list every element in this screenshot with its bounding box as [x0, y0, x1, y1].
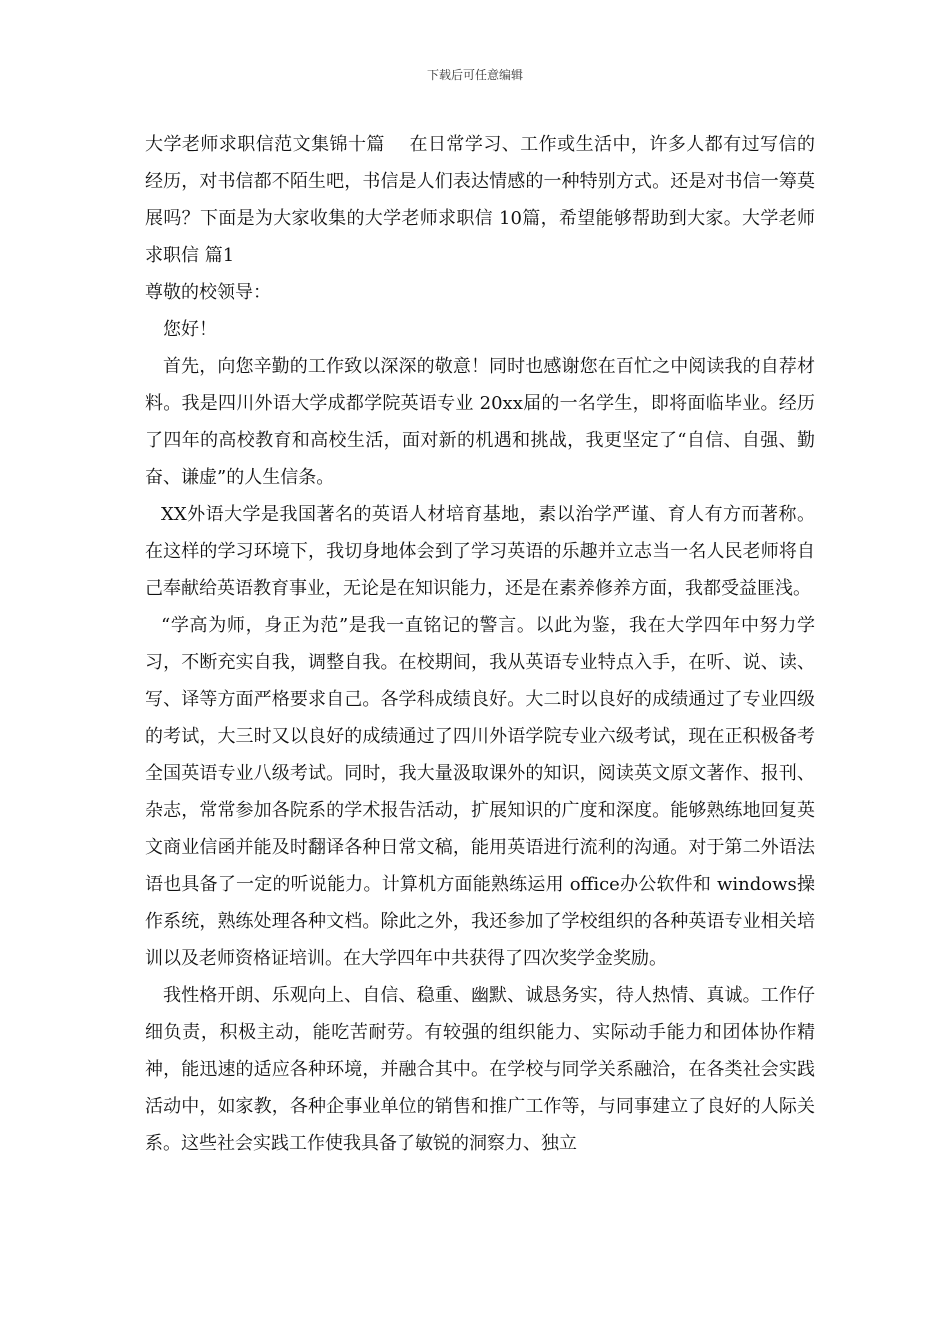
body-paragraph-3: “学高为师，身正为范”是我一直铭记的警言。以此为鉴，我在大学四年中努力学习，不断充实自我，调整自我。在校期间，我从英语专业特点入手，在听、说、读、写、译等方面严格要求自己。各学科成绩良好。大二时以良好的成绩通过了专业四级的考试，大三时又以良好的成绩通过了四川外语学院专业六级考试，现在正积极备考全国英语专业八级考试。同时，我大量汲取课外的知识，阅读英文原文著作、报刊、杂志，常常参加各院系的学术报告活动，扩展知识的广度和深度。能够熟练地回复英文商业信函并能及时翻译各种日常文稿，能用英语进行流利的沟通。对于第二外语法语也具备了一定的听说能力。计算机方面能熟练运用 office办公软件和 windows操作系统，熟练处理各种文档。除此之外，我还参加了学校组织的各种英语专业相关培训以及老师资格证培训。在大学四年中共获得了四次奖学金奖励。 [145, 615, 815, 969]
document-body [145, 126, 815, 1162]
body-paragraph-1: 首先，向您辛勤的工作致以深深的敬意！同时也感谢您在百忙之中阅读我的自荐材料。我是四川外语大学成都学院英语专业 20xx届的一名学生，即将面临毕业。经历了四年的高校教育和高校生活，面对新的机遇和挑战，我更坚定了“自信、自强、勤奋、谦虚”的人生信条。 [145, 356, 815, 488]
page-header-note: 下载后可任意编辑 [426, 68, 523, 82]
greeting: 您好！ [163, 319, 217, 340]
intro-paragraph: 大学老师求职信范文集锦十篇 在日常学习、工作或生活中，许多人都有过写信的经历，对书信都不陌生吧，书信是人们表达情感的一种特别方式。还是对书信一筹莫展吗？下面是为大家收集的大学老师求职信 10篇，希望能够帮助到大家。大学老师求职信 篇1 [145, 134, 815, 266]
salutation: 尊敬的校领导： [145, 282, 271, 303]
body-paragraph-4: 我性格开朗、乐观向上、自信、稳重、幽默、诚恳务实，待人热情、真诚。工作仔细负责，积极主动，能吃苦耐劳。有较强的组织能力、实际动手能力和团体协作精神，能迅速的适应各种环境，并融合其中。在学校与同学关系融洽，在各类社会实践活动中，如家教，各种企事业单位的销售和推广工作等，与同事建立了良好的人际关系。这些社会实践工作使我具备了敏锐的洞察力、独立 [145, 985, 815, 1154]
body-paragraph-2: XX外语大学是我国著名的英语人材培育基地，素以治学严谨、育人有方而著称。在这样的学习环境下，我切身地体会到了学习英语的乐趣并立志当一名人民老师将自己奉献给英语教育事业，无论是在知识能力，还是在素养修养方面，我都受益匪浅。 [145, 504, 815, 599]
